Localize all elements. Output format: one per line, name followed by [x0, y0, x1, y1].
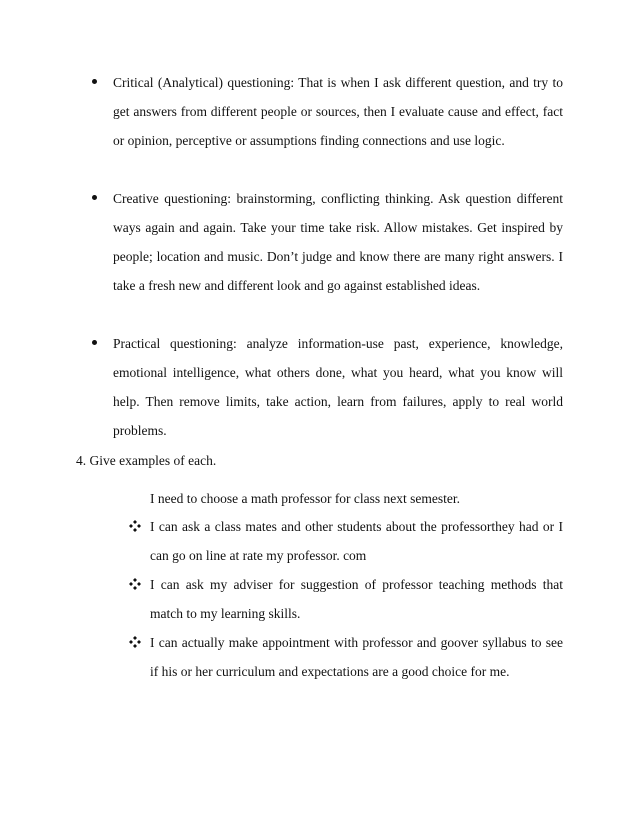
four-diamond-bullet-icon — [129, 636, 141, 648]
bullet-item-practical — [113, 329, 563, 445]
example-text: I can ask my adviser for suggestion of professor teaching methods that match to my learning skills. — [150, 577, 563, 621]
bullet-text: Critical (Analytical) questioning: That is when I ask different question, and try to get answers from different people or sources, then I evaluate cause and effect, fact or opinion, perceptive or assumptions finding connections and use logic. — [113, 75, 563, 148]
example-item-classmates — [150, 512, 563, 570]
four-diamond-bullet-icon — [129, 520, 141, 532]
example-text: I can ask a class mates and other students about the professorthey had or I can go on line at rate my professor. com — [150, 519, 563, 563]
bullet-dot-icon — [92, 340, 97, 345]
example-item-adviser — [150, 570, 563, 628]
example-item-appointment — [150, 628, 563, 686]
bullet-dot-icon — [92, 79, 97, 84]
example-text: I can actually make appointment with professor and goover syllabus to see if his or her curriculum and expectations are a good choice for me. — [150, 635, 563, 679]
bullet-text: Creative questioning: brainstorming, conflicting thinking. Ask question different ways again and again. Take your time take risk. Allow mistakes. Get inspired by people; location and music. Don’t judge and know there are many right answers. I take a fresh new and different look and go against established ideas. — [113, 191, 563, 293]
four-diamond-bullet-icon — [129, 578, 141, 590]
bullet-dot-icon — [92, 195, 97, 200]
section-heading: 4. Give examples of each. — [76, 453, 217, 468]
bullet-item-creative — [113, 184, 563, 300]
bullet-text: Practical questioning: analyze information-use past, experience, knowledge, emotional intelligence, what others done, what you heard, what you know will help. Then remove limits, take action, learn from failures, apply to real world problems. — [113, 336, 563, 438]
section-intro: I need to choose a math professor for class next semester. — [150, 491, 461, 506]
bullet-item-critical — [113, 68, 563, 155]
